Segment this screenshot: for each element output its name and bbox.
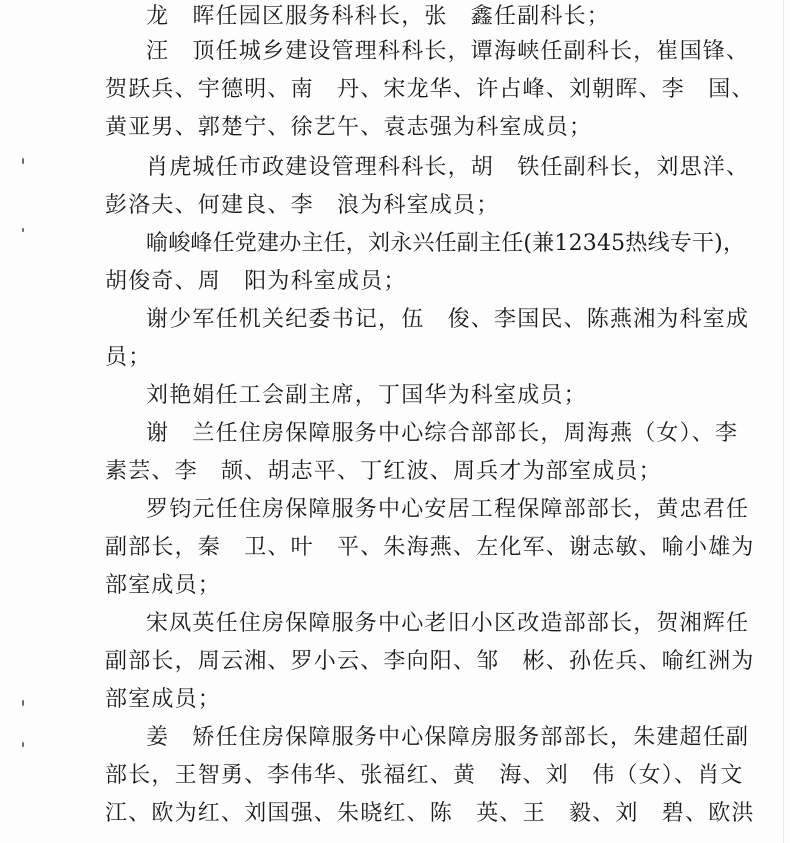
text-line: 贺跃兵、宇德明、南 丹、宋龙华、许占峰、刘朝晖、李 国、	[105, 77, 755, 102]
text-line: 喻峻峰任党建办主任，刘永兴任副主任(兼12345热线专干)，	[146, 231, 746, 256]
text-line: 黄亚男、郭楚宁、徐艺午、袁志强为科室成员；	[105, 115, 593, 140]
text-line: 部室成员；	[105, 573, 222, 598]
text-line: 江、欧为红、刘国强、朱晓红、陈 英、王 毅、刘 碧、欧洪	[105, 801, 755, 826]
text-line: 刘艳娟任工会副主席，丁国华为科室成员；	[146, 383, 587, 408]
text-line: 谢 兰任住房保障服务中心综合部部长，周海燕（女）、李	[146, 421, 739, 446]
text-line: 胡俊奇、周 阳为科室成员；	[105, 269, 407, 294]
text-line: 素芸、李 颉、胡志平、丁红波、周兵才为部室成员；	[105, 459, 662, 484]
text-line: 员；	[105, 345, 152, 370]
text-line: 副部长，秦 卫、叶 平、朱海燕、左化军、谢志敏、喻小雄为	[105, 535, 755, 560]
text-line: 部长，王智勇、李伟华、张福红、黄 海、刘 伟（女）、肖文	[105, 763, 744, 788]
text-line: 彭洛夫、何建良、李 浪为科室成员；	[105, 193, 500, 218]
text-line: 汪 顶任城乡建设管理科科长，谭海峡任副科长，崔国锋、	[146, 39, 750, 64]
text-line: 谢少军任机关纪委书记，伍 俊、李国民、陈燕湘为科室成	[146, 307, 750, 332]
text-line: 肖虎城任市政建设管理科科长，胡 铁任副科长，刘思洋、	[146, 155, 750, 180]
text-line: 龙 晖任园区服务科科长，张 鑫任副科长；	[146, 4, 611, 29]
text-line: 罗钧元任住房保障服务中心安居工程保障部部长，黄忠君任	[146, 497, 750, 522]
text-line: 部室成员；	[105, 687, 222, 712]
text-line: 宋凤英任住房保障服务中心老旧小区改造部部长，贺湘辉任	[146, 611, 750, 636]
text-line: 姜 矫任住房保障服务中心保障房服务部部长，朱建超任副	[146, 725, 750, 750]
text-line: 副部长，周云湘、罗小云、李向阳、邹 彬、孙佐兵、喻红洲为	[105, 649, 755, 674]
